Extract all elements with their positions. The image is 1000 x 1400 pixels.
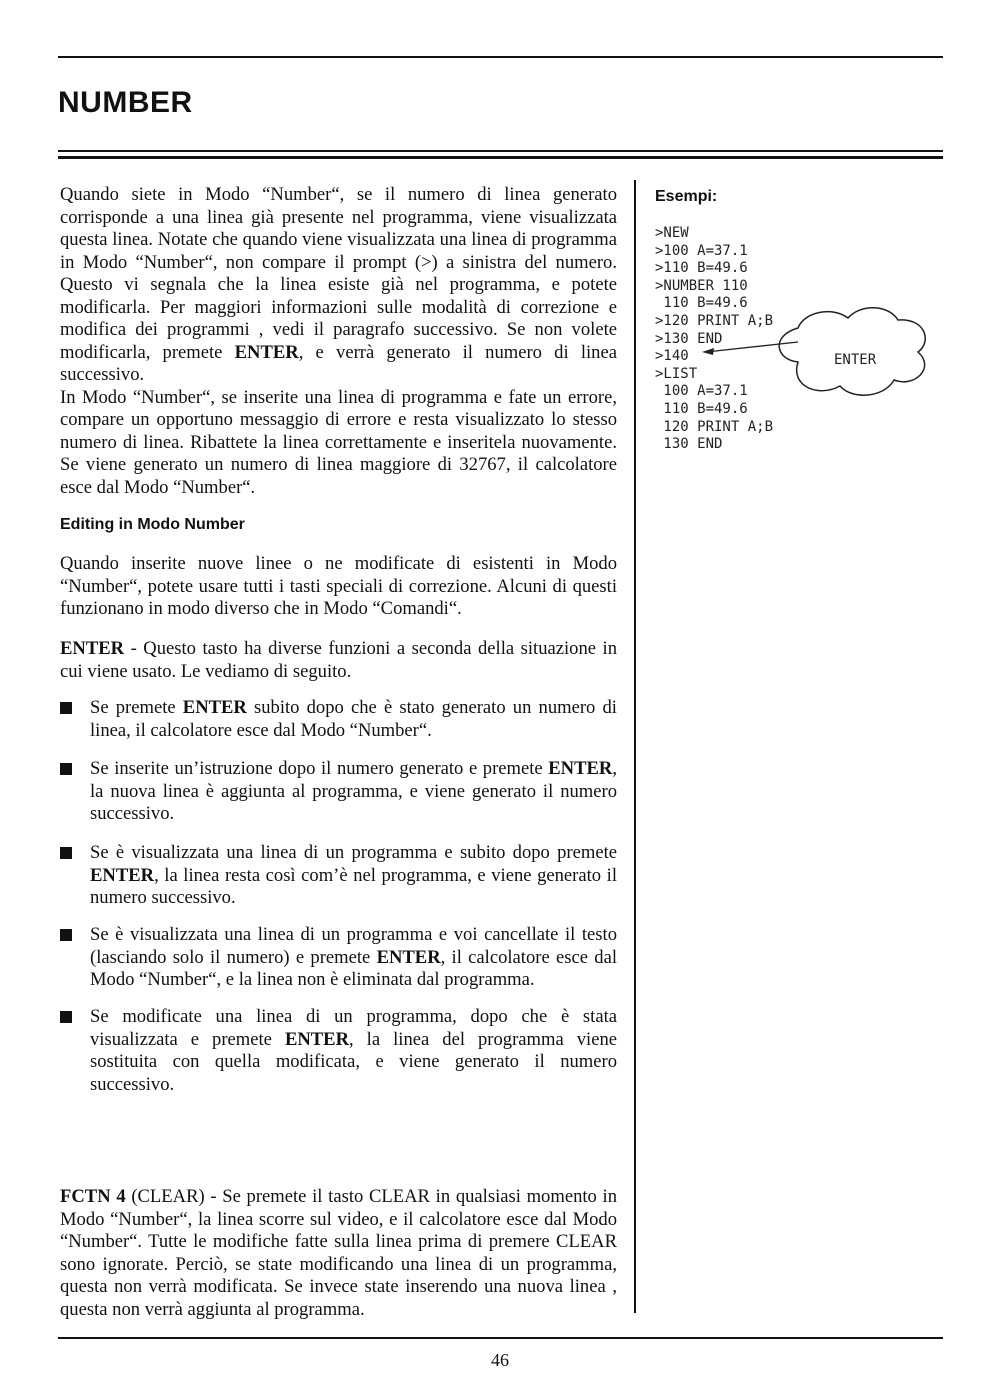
intro-section (60, 184, 617, 499)
code-line: 110 B=49.6 (655, 400, 748, 417)
bullet-square-icon (60, 763, 72, 775)
bottom-rule (58, 1337, 943, 1339)
callout-label: ENTER (834, 352, 877, 368)
list-item: Se è visualizzata una linea di un programma e voi cancellate il testo (lasciando solo il numero) e premete ENTER, il calcolatore esce dal Modo “Number“, e la linea non è eliminata dal programma. (60, 924, 617, 992)
bullet-square-icon (60, 929, 72, 941)
page-title: NUMBER (58, 86, 193, 119)
top-rule (58, 56, 943, 58)
fctn-paragraph: FCTN 4 (CLEAR) - Se premete il tasto CLEAR in qualsiasi momento in Modo “Number“, la linea scorre sul video, e il calcolatore esce dal Modo “Number“. Tutte le modifiche fatte sulla linea prima di premere CLEAR sono ignorate. Perciò, se state modificando una linea di un programma, questa non verrà modificata. Se invece state inserendo una nuova linea , questa non verrà aggiunta al programma. (60, 1186, 617, 1320)
code-line: >LIST (655, 365, 698, 382)
callout-cloud-icon (700, 300, 940, 410)
code-line: 100 A=37.1 (655, 383, 748, 400)
list-item: Se è visualizzata una linea di un programma e subito dopo premete ENTER, la linea resta così com’è nel programma, e viene generato il numero successivo. (60, 842, 617, 910)
enter-key-paragraph: ENTER - Questo tasto ha diverse funzioni a seconda della situazione in cui viene usato. Le vediamo di seguito. (60, 638, 617, 682)
code-line: >100 A=37.1 (655, 242, 748, 259)
editing-heading: Editing in Modo Number (60, 516, 245, 533)
examples-heading: Esempi: (655, 188, 718, 205)
code-line: >120 PRINT A;B (655, 312, 774, 329)
intro-paragraph-2: In Modo “Number“, se inserite una linea di programma e fate un errore, compare un opportuno messaggio di errore e resta visualizzato lo stesso numero di linea. Ribattete la linea correttamente e inseritela nuovamente. Se viene generato un numero di linea maggiore di 32767, il calcolatore esce dal Modo “Number“. (60, 386, 617, 498)
callout-arrow-line (706, 342, 798, 352)
title-rule-lower (58, 156, 943, 159)
bullet-square-icon (60, 1011, 72, 1023)
arrowhead-icon (702, 348, 714, 355)
bullet-square-icon (60, 847, 72, 859)
title-rule-upper (58, 150, 943, 152)
code-line: >NEW (655, 225, 689, 241)
intro-paragraph-1: Quando siete in Modo “Number“, se il numero di linea generato corrisponde a una linea già presente nel programma, viene visualizzata questa linea. Notate che quando viene visualizzata una linea di programma in Modo “Number“, non compare il prompt (>) a sinistra del numero. Questo vi segnala che la linea esiste già nel programma, e potete modificarla. Per maggiori informazioni sulle modalità di correzione e modifica dei programmi , vedi il paragrafo successivo. Se non volete modificarla, premete ENTER, e verrà generato il numero di linea successivo. (60, 184, 617, 385)
code-line: 110 B=49.6 (655, 295, 748, 312)
list-item: Se modificate una linea di un programma, dopo che è stata visualizzata e premete ENTER, la linea del programma viene sostituita con quella modificata, e viene generato il numero successivo. (60, 1006, 617, 1096)
list-item: Se premete ENTER subito dopo che è stato generato un numero di linea, il calcolatore esce dal Modo “Number“. (60, 697, 617, 742)
column-divider (634, 180, 636, 1313)
code-line: >140 (655, 348, 689, 365)
editing-paragraph: Quando inserite nuove linee o ne modificate di esistenti in Modo “Number“, potete usare tutti i tasti speciali di correzione. Alcuni di questi funzionano in modo diverso che in Modo “Comandi“. (60, 553, 617, 619)
page-number: 46 (491, 1350, 509, 1370)
code-line: >130 END (655, 330, 723, 347)
code-line: 130 END (655, 436, 723, 453)
code-line: >110 B=49.6 (655, 260, 748, 277)
code-line: 120 PRINT A;B (655, 418, 774, 435)
bullet-square-icon (60, 702, 72, 714)
code-line: >NUMBER 110 (655, 277, 748, 294)
list-item: Se inserite un’istruzione dopo il numero generato e premete ENTER, la nuova linea è aggiunta al programma, e viene generato il numero successivo. (60, 758, 617, 826)
